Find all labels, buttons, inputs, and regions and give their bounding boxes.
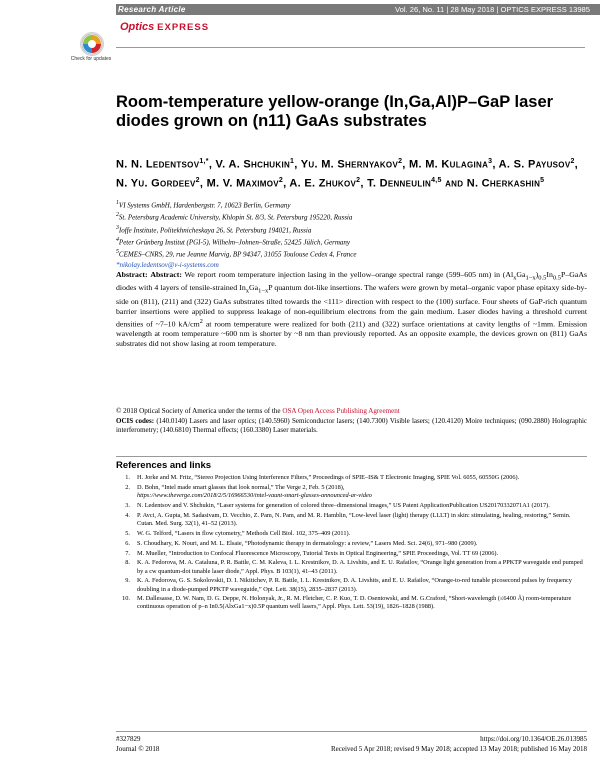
- author-name: Yu. M. Shernyakov: [300, 158, 399, 171]
- affiliation-line: $^5$CEMES–CNRS, 29, rue Jeanne Marvig, BP 94347, 31055 Toulouse Cedex 4, France: [116, 249, 357, 259]
- reference-item: 2. D. Bohn, “Intel made smart glasses that look normal,” The Verge 2, Feb. 5 (2018), https://www.theverge.com/2018/2/5/16966530/intel-vaunt-smart-glasses-announced-ar-video: [125, 483, 372, 499]
- reference-item: 6. S. Choudhary, K. Nouri, and M. L. Elsaie, “Photodynamic therapy in dermatology: a review,” Lasers Med. Sci. 24(6), 971–980 (2009).: [125, 539, 478, 547]
- reference-url[interactable]: https://www.theverge.com/2018/2/5/16966530/intel-vaunt-smart-glasses-announced-ar-video: [137, 491, 372, 499]
- author-list: N. N. Ledentsov$^{1,*}$, V. A. Shchukin$^1$, Yu. M. Shernyakov$^2$, M. M. Kulagina$^3$, A. S. Payusov$^2$, N. Yu. Gordeev$^2$, M. V. Maximov$^2$, A. E. Zhukov$^2$, T. Denneulin$^{4,5}$ and N. Cherkashin$^5$: [116, 158, 579, 190]
- abstract-text: We report room temperature injection lasing in the yellow–orange spectral range (599–605 nm) in (Al: [184, 270, 514, 279]
- author-affiliation-mark: 3: [488, 158, 493, 165]
- reference-list: [116, 474, 587, 613]
- abstract-label-2: Abstract:: [150, 270, 182, 279]
- article-type-badge: Research Article: [118, 5, 186, 14]
- logo-optics: Optics: [120, 21, 155, 33]
- reference-item: 9. K. A. Fedorova, G. S. Sokolovskii, D. I. Nikitichev, P. R. Battle, I. L. Krestnikov, D. A. Livshits, and E. U. Rafailov, “Orange-to-red tunable picosecond pulses by frequency doubling in a diode-pumped PPKTP waveguide,” Opt. Lett. 38(15), 2835–2837 (2013).: [125, 577, 572, 593]
- author-affiliation-mark: 2: [356, 177, 361, 185]
- author-name: N. Yu. Gordeev: [116, 177, 196, 190]
- affiliation-line: $^2$St. Petersburg Academic University, Khlopin St. 8/3, St. Petersburg 195220, Russia: [116, 212, 353, 222]
- copyright-line: © 2018 Optical Society of America under the terms of the OSA Open Access Publishing Agreement: [116, 407, 400, 415]
- reference-item: 4. P. Avci, A. Gupta, M. Sadasivam, D. Vecchio, Z. Pam, N. Pam, and M. R. Hamblin, “Low-level laser (light) therapy (LLLT) in skin: stimulating, healing, restoring,” Semin. Cutan. Med. Surg. 32(1), 41–52 (2013).: [125, 511, 571, 527]
- reference-item: 3. N. Ledentsov and V. Shchukin, “Laser systems for generation of colored three–dimensional images,” US Patent ApplicationPublication US20170332071A1 (2017).: [125, 501, 550, 509]
- abstract: Abstract: Abstract: We report room temperature injection lasing in the yellow–orange spectral range (599–605 nm) in $(Al_xGa_{1-x})_{0.5}In_{0.5}P$–GaAs diodes with 4 layers of tensile-strained $In_xGa_{1-x}P$ quantum dot-like insertions. The wafers were grown by metal–organic vapor phase epitaxy side-by-side on (811), (211) and (322) GaAs substrates tilted towards the <111> direction with respect to the (100) surface. Four sheets of GaP-rich quantum barrier insertions were applied to suppress leakage of non-equilibrium electrons from the gain medium. Laser diodes having a threshold current densities of ~7–10 $kA/cm^2$ at room temperature were realized for both (211) and (322) surface orientations at cavity lengths of ~1mm. Emission wavelength at room temperature ~600 nm is shorter by ~8 nm than previously reported. As an opposite example, the devices grown on (811) GaAs substrates did not show lasing at room temperature.: [116, 270, 587, 349]
- author-name: A. S. Payusov: [498, 158, 571, 171]
- author-affiliation-mark: 2: [570, 158, 575, 165]
- author-affiliation-mark: 2: [195, 177, 200, 185]
- ocis-codes: OCIS codes: (140.0140) Lasers and laser optics; (140.5960) Semiconductor lasers; (140.7300) Visible lasers; (120.4120) Moire techniques; (090.2880) Holographic interferometry; (140.6810) Thermal effects; (160.3380) Laser materials.: [116, 417, 587, 435]
- author-affiliation-mark: 5: [540, 177, 545, 185]
- open-access-link[interactable]: OSA Open Access Publishing Agreement: [282, 407, 400, 415]
- section-rule: [116, 456, 587, 457]
- reference-item: 5. W. G. Telford, “Lasers in flow cytometry,” Methods Cell Biol. 102, 375–409 (2011).: [125, 529, 351, 537]
- author-name: N. N. Ledentsov: [116, 158, 200, 171]
- author-name: V. A. Shchukin: [215, 158, 291, 171]
- journal-reference: Vol. 26, No. 11 | 28 May 2018 | OPTICS EXPRESS 13985: [394, 5, 590, 14]
- journal-logo: [120, 20, 209, 34]
- author-affiliation-mark: 4,5: [431, 177, 442, 185]
- crossmark-glyph: [81, 33, 103, 55]
- author-name: A. E. Zhukov: [289, 177, 357, 190]
- affiliations: [116, 198, 588, 270]
- journal-copyright: Journal © 2018: [116, 745, 160, 753]
- abstract-label: Abstract:: [116, 270, 148, 279]
- affiliation-list: [116, 198, 588, 260]
- affiliation-line: $^3$Ioffe Institute, Politekhnicheskaya 26, St. Petersburg 194021, Russia: [116, 224, 312, 234]
- author-name: M. V. Maximov: [206, 177, 279, 190]
- reference-item: 1. H. Jorke and M. Fritz, “Stereo Projection Using Interference Filters,” Proceedings of SPIE–IS& T Electronic Imaging, SPIE Vol. 6055, 60550G (2006).: [125, 474, 520, 481]
- affiliation-line: $^4$Peter Grünberg Institut (PGI-5), Wilhelm–Johnen–Straße, 52425 Jülich, Germany: [116, 236, 351, 247]
- reference-item: 7. M. Mueller, “Introduction to Confocal Fluorescence Microscopy, Tutorial Texts in Optical Engineering,” SPIE Proceedings, Vol. TT 69 (2006).: [125, 549, 499, 557]
- doi-link[interactable]: https://doi.org/10.1364/OE.26.013985: [480, 735, 587, 743]
- ocis-label: OCIS codes:: [116, 417, 155, 425]
- paper-title: Room-temperature yellow-orange (In,Ga,Al)P–GaP laser diodes grown on (n11) GaAs substrates: [116, 93, 554, 130]
- logo-express: EXPRESS: [157, 22, 210, 33]
- affiliation-line: $^1$VI Systems GmbH, Hardenbergstr. 7, 10623 Berlin, Germany: [116, 200, 291, 210]
- author-name: M. M. Kulagina: [409, 158, 489, 171]
- author-affiliation-mark: 1,*: [199, 158, 209, 165]
- author-affiliation-mark: 2: [398, 158, 403, 165]
- reference-item: 8. K. A. Fedorova, M. A. Cataluna, P. R. Battle, C. M. Kaleva, I. L. Krestnikov, D. A. Livshits, and E. U. Rafailov, “Orange light generation from a PPKTP waveguide end pumped by a cw quantum-dot tunable laser diode,” Appl. Phys. B 103(1), 41–43 (2011).: [125, 559, 583, 575]
- crossmark-icon[interactable]: [80, 32, 104, 56]
- corresponding-email[interactable]: *nikolay.ledentsov@v-i-systems.com: [116, 260, 219, 269]
- footer-rule: [116, 731, 587, 732]
- author-name: N. Cherkashin: [466, 177, 541, 190]
- crossmark-label: Check for updates: [70, 56, 112, 62]
- header-rule: [116, 47, 585, 48]
- references-heading: References and links: [116, 460, 212, 471]
- author-affiliation-mark: 1: [290, 158, 295, 165]
- author-affiliation-mark: 2: [278, 177, 284, 185]
- publication-dates: Received 5 Apr 2018; revised 9 May 2018; accepted 13 May 2018; published 16 May 2018: [330, 745, 587, 753]
- reference-item: 10. M. Dallesasse, D. W. Nam, D. G. Deppe, N. Holonyak, Jr., R. M. Fletcher, C. P. Kuo, T. D. Osentowski, and M. G.Craford, “Short-wavelength (≤6400 Å) room-temperature continuous operation of p–n In0.5(AlxGa1−x)0.5P quantum well lasers,” Appl. Phys. Lett. 53(19), 1826–1828 (1988).: [122, 595, 572, 611]
- article-id: #327829: [116, 735, 141, 743]
- author-name: T. Denneulin: [367, 177, 432, 190]
